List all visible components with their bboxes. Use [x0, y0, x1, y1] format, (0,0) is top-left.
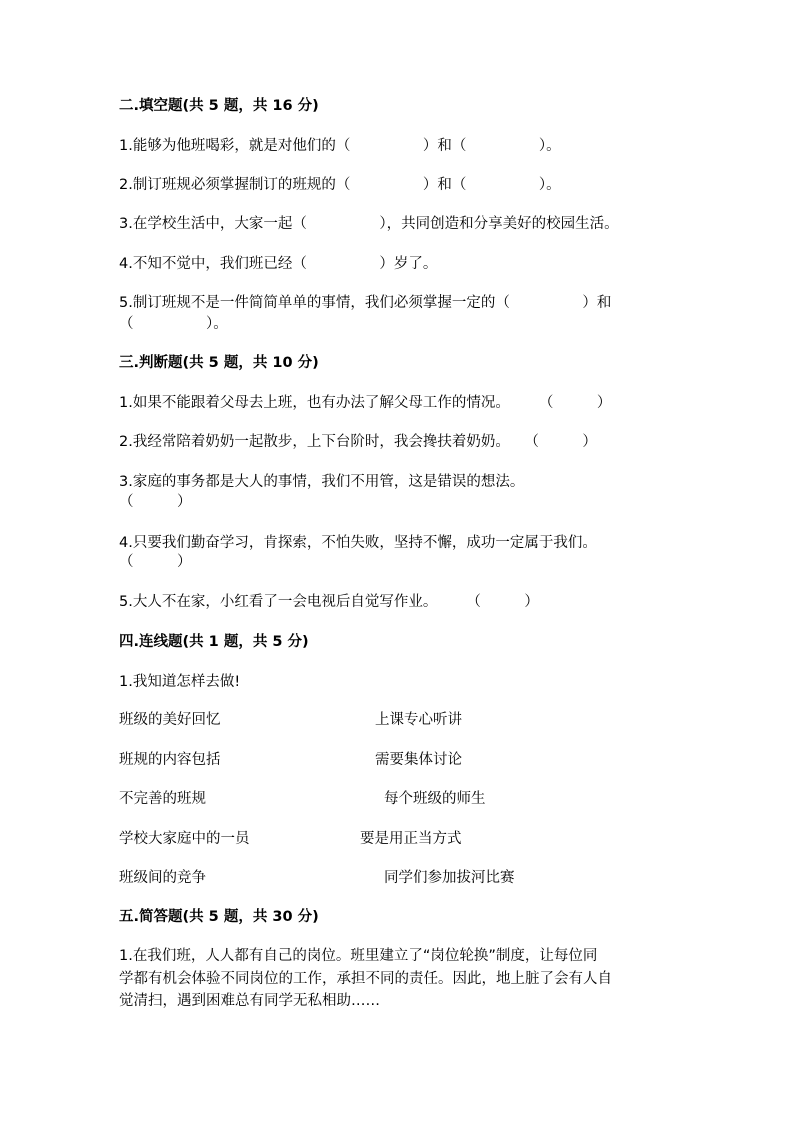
matching-right-item: 同学们参加拔河比赛: [384, 870, 515, 886]
question-text: 1.我知道怎样去做!: [119, 674, 241, 690]
question-text: （ ）。: [119, 316, 228, 332]
question-text: （ ）: [119, 494, 192, 510]
section-title-true-false: 三.判断题(共 5 题，共 10 分): [119, 355, 319, 371]
question-text: 3.家庭的事务都是大人的事情，我们不用管，这是错误的想法。: [119, 474, 525, 490]
question-text: 3.在学校生活中，大家一起（ ），共同创造和分享美好的校园生活。: [119, 216, 619, 232]
question-text: 4.只要我们勤奋学习，肯探索，不怕失败，坚持不懈，成功一定属于我们。: [119, 535, 597, 551]
question-text: （ ）: [119, 554, 192, 570]
matching-left-item: 学校大家庭中的一员: [119, 831, 250, 847]
matching-right-item: 要是用正当方式: [360, 831, 462, 847]
question-text: 1.能够为他班喝彩，就是对他们的（ ）和（ ）。: [119, 138, 561, 154]
matching-left-item: 班级的美好回忆: [119, 712, 221, 728]
question-text: 5.大人不在家，小红看了一会电视后自觉写作业。 （ ）: [119, 594, 539, 610]
matching-left-item: 班级间的竞争: [119, 870, 206, 886]
question-text: 1.在我们班，人人都有自己的岗位。班里建立了“岗位轮换”制度，让每位同: [119, 948, 598, 964]
question-text: 5.制订班规不是一件简简单单的事情，我们必须掌握一定的（ ）和: [119, 295, 612, 311]
question-text: 1.如果不能跟着父母去上班，也有办法了解父母工作的情况。 （ ）: [119, 395, 612, 411]
matching-left-item: 班规的内容包括: [119, 752, 221, 768]
section-title-matching: 四.连线题(共 1 题，共 5 分): [119, 634, 309, 650]
question-text: 觉清扫，遇到困难总有同学无私相助……: [119, 993, 380, 1009]
section-title-fill-blank: 二.填空题(共 5 题，共 16 分): [119, 98, 319, 114]
matching-right-item: 每个班级的师生: [384, 791, 486, 807]
question-text: 4.不知不觉中，我们班已经（ ）岁了。: [119, 256, 438, 272]
question-text: 2.制订班规必须掌握制订的班规的（ ）和（ ）。: [119, 177, 561, 193]
question-text: 2.我经常陪着奶奶一起散步，上下台阶时，我会搀扶着奶奶。 （ ）: [119, 434, 597, 450]
matching-left-item: 不完善的班规: [119, 791, 206, 807]
section-title-short-answer: 五.简答题(共 5 题，共 30 分): [119, 909, 319, 925]
question-text: 学都有机会体验不同岗位的工作，承担不同的责任。因此，地上脏了会有人自: [119, 971, 612, 987]
matching-right-item: 需要集体讨论: [375, 752, 462, 768]
matching-right-item: 上课专心听讲: [375, 712, 462, 728]
